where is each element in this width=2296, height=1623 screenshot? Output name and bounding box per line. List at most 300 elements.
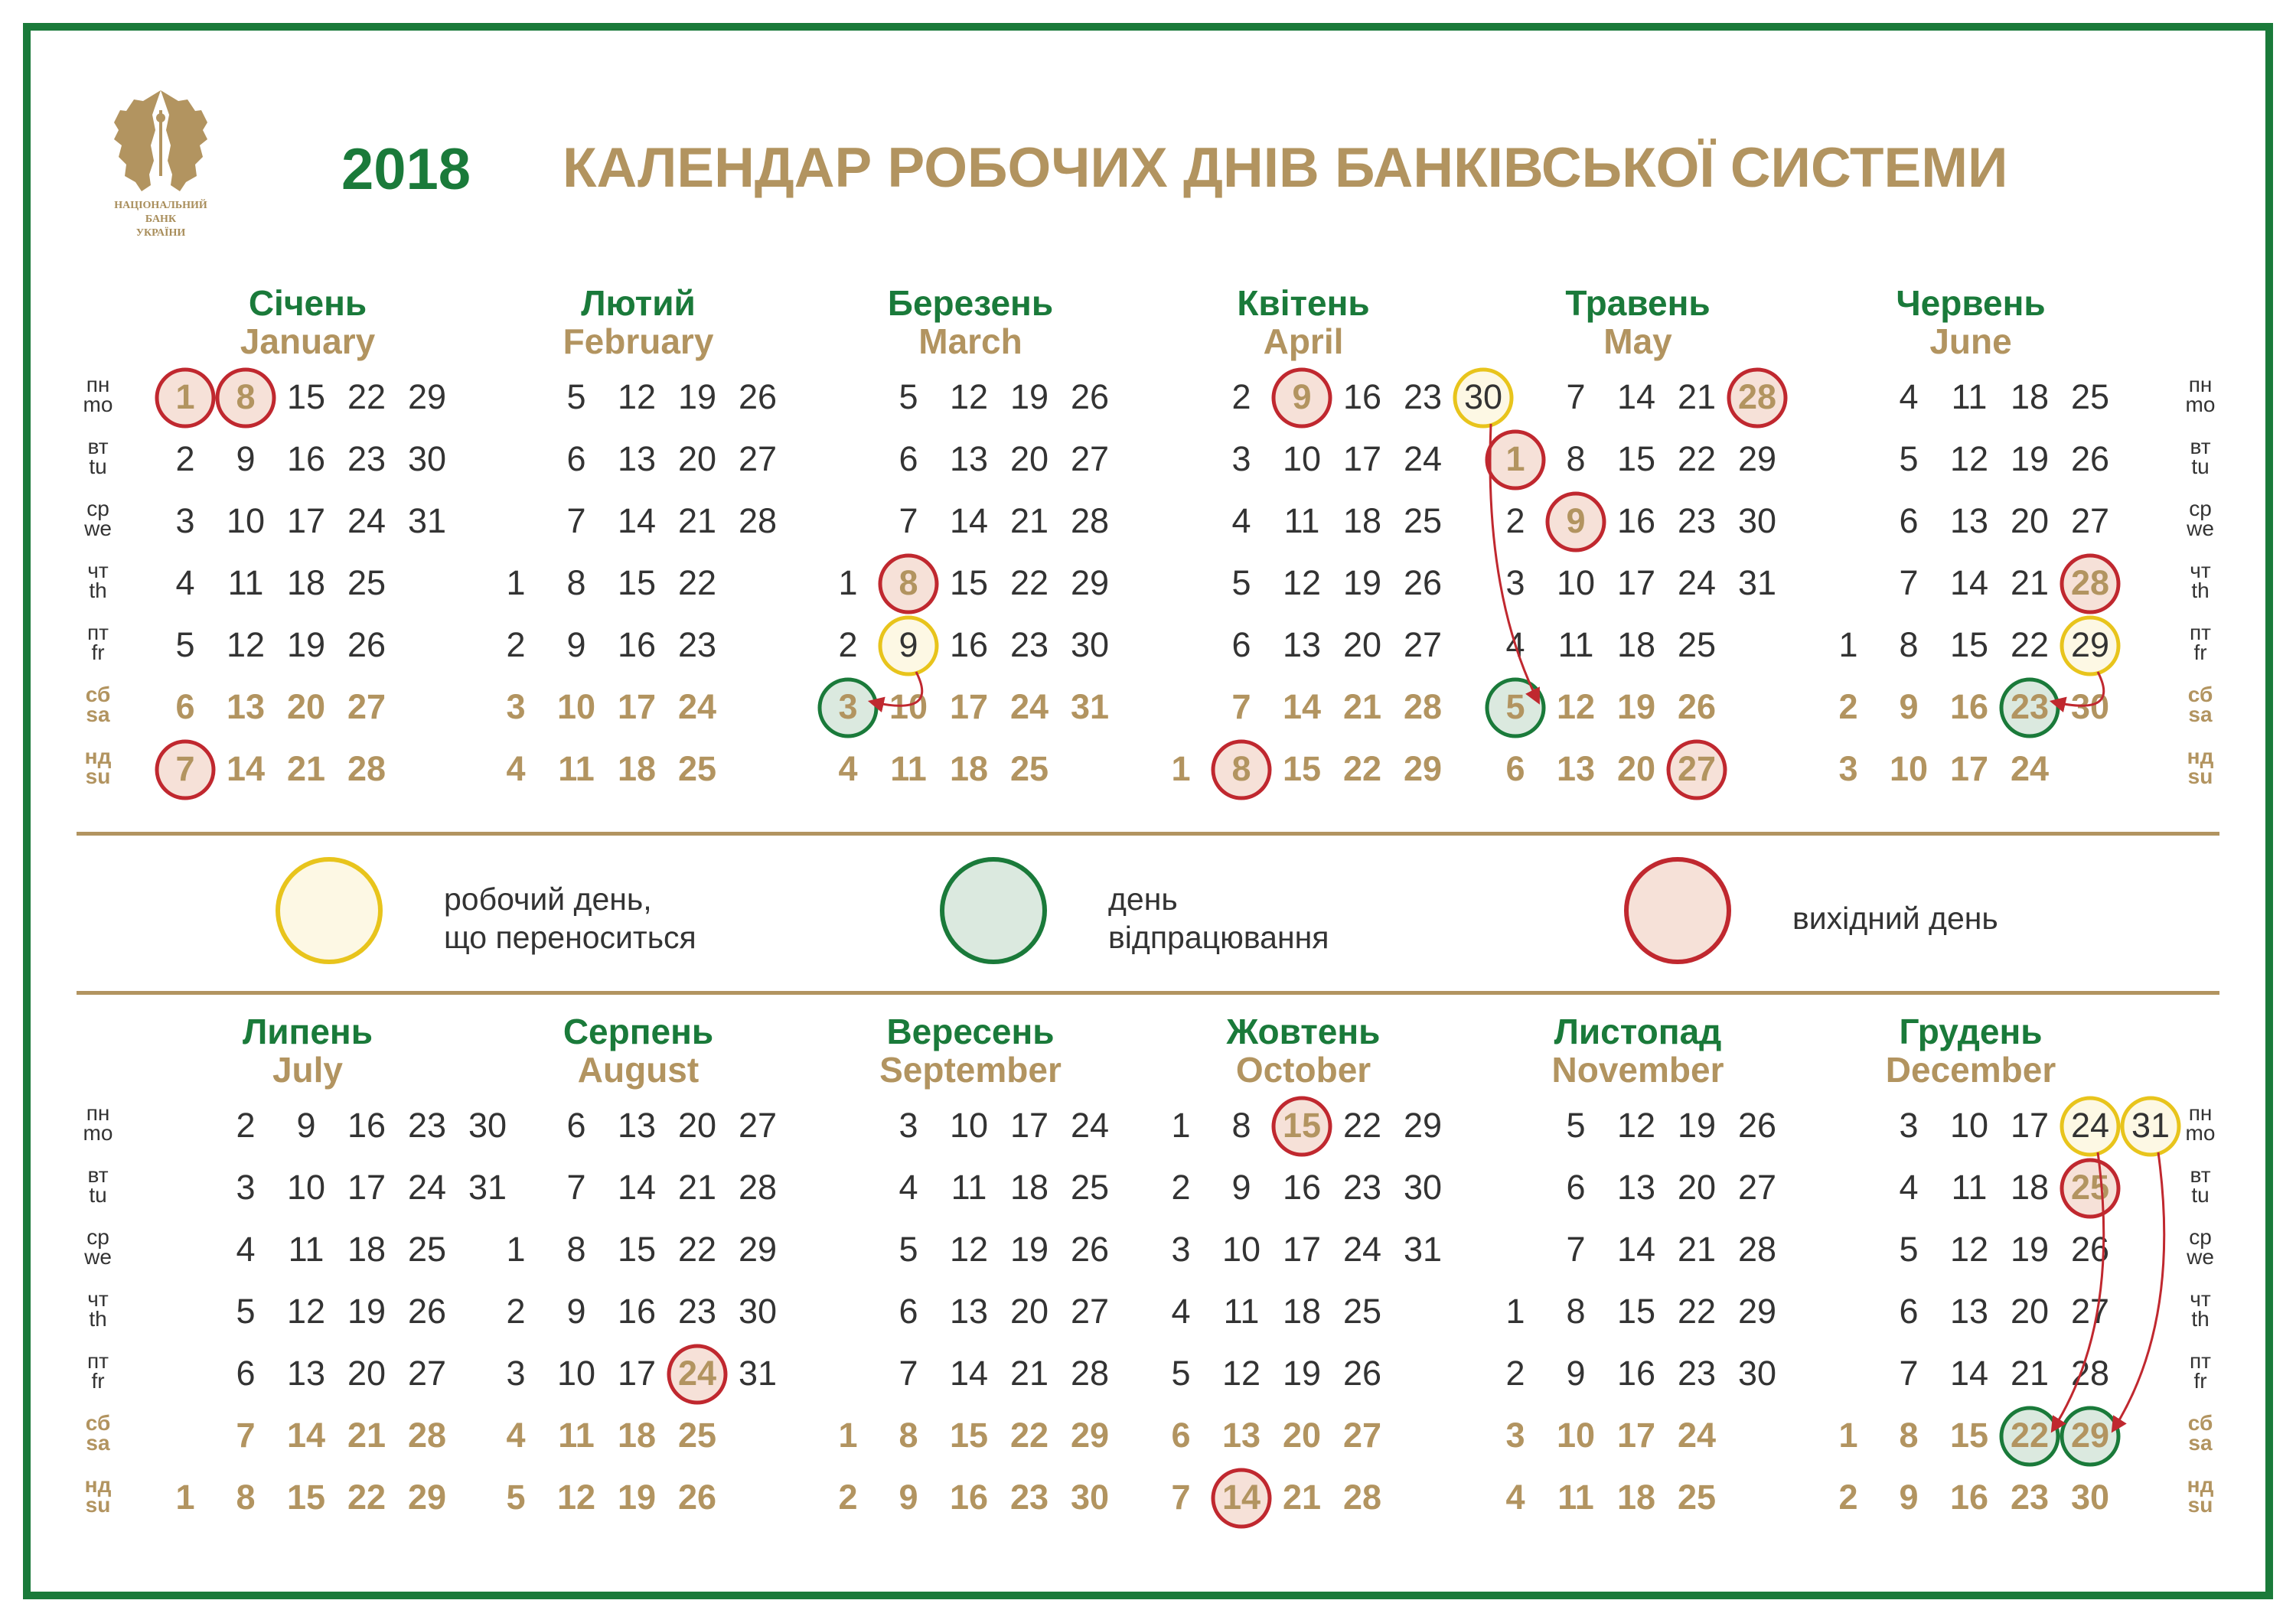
weekday-label-en: sa — [2188, 702, 2213, 726]
day-number: 18 — [1282, 1292, 1322, 1331]
day-number: 28 — [1070, 501, 1110, 540]
day-number: 8 — [566, 563, 586, 602]
day-number: 20 — [1616, 749, 1656, 788]
day-number: 25 — [347, 563, 386, 602]
logo-line-1: НАЦІОНАЛЬНИЙ — [114, 200, 207, 211]
day-number: 24 — [347, 501, 386, 540]
day-number: 8 — [1231, 749, 1251, 788]
day-number: 25 — [1677, 625, 1717, 664]
day-number: 26 — [1737, 1106, 1777, 1145]
day-number: 5 — [566, 377, 586, 416]
day-number: 3 — [1171, 1230, 1191, 1269]
day-number: 24 — [2070, 1106, 2110, 1145]
day-number: 9 — [566, 1292, 586, 1331]
day-number: 7 — [236, 1416, 256, 1455]
day-number: 10 — [889, 687, 928, 726]
day-number: 29 — [1403, 749, 1443, 788]
day-number: 1 — [838, 563, 858, 602]
weekday-label-ua: сб — [85, 683, 111, 706]
day-number: 17 — [617, 1354, 657, 1393]
day-number: 18 — [2010, 1168, 2050, 1207]
weekday-label-ua: сб — [2187, 1411, 2213, 1435]
day-number: 13 — [949, 1292, 989, 1331]
day-number: 25 — [677, 1416, 717, 1455]
day-number: 18 — [286, 563, 326, 602]
month-name-en: January — [240, 321, 376, 361]
day-number: 18 — [617, 749, 657, 788]
day-number: 1 — [1505, 1292, 1525, 1331]
day-number: 5 — [1171, 1354, 1191, 1393]
page-title: КАЛЕНДАР РОБОЧИХ ДНІВ БАНКІВСЬКОЇ СИСТЕМИ — [563, 137, 2008, 199]
day-number: 29 — [2070, 1416, 2110, 1455]
weekday-label-en: mo — [83, 1121, 113, 1145]
weekday-label-en: su — [85, 1493, 111, 1517]
day-number: 30 — [1463, 377, 1503, 416]
weekday-label-en: mo — [2185, 1121, 2216, 1145]
day-number: 7 — [175, 749, 195, 788]
month-name-en: November — [1551, 1050, 1724, 1090]
day-number: 30 — [407, 439, 447, 478]
day-number: 1 — [1505, 439, 1525, 478]
day-number: 18 — [1616, 1478, 1656, 1517]
day-number: 26 — [2070, 439, 2110, 478]
day-number: 22 — [2010, 625, 2050, 664]
day-number: 14 — [1616, 377, 1656, 416]
day-number: 24 — [1677, 563, 1717, 602]
day-number: 11 — [890, 749, 927, 788]
day-number: 2 — [1505, 501, 1525, 540]
day-number: 27 — [407, 1354, 447, 1393]
weekday-label-ua: чт — [2190, 559, 2211, 582]
day-number: 25 — [1009, 749, 1049, 788]
day-number: 26 — [1070, 377, 1110, 416]
day-number: 6 — [1231, 625, 1251, 664]
month-name-ua: Січень — [248, 283, 367, 323]
weekday-label-ua: чт — [2190, 1287, 2211, 1311]
day-number: 11 — [288, 1230, 325, 1269]
month-name-en: June — [1929, 321, 2012, 361]
day-number: 14 — [1949, 563, 1989, 602]
weekday-label-en: fr — [2193, 1369, 2207, 1393]
day-number: 21 — [1677, 1230, 1717, 1269]
calendar-second-half — [0, 995, 2296, 1592]
day-number: 7 — [1899, 1354, 1919, 1393]
month-name-ua: Вересень — [886, 1012, 1055, 1051]
day-number: 11 — [227, 563, 264, 602]
weekday-label-en: mo — [2185, 393, 2216, 416]
weekday-label-ua: нд — [2187, 1473, 2214, 1497]
day-number: 5 — [899, 1230, 918, 1269]
day-number: 8 — [899, 1416, 918, 1455]
day-number: 19 — [1009, 1230, 1049, 1269]
day-number: 28 — [1403, 687, 1443, 726]
day-number: 2 — [175, 439, 195, 478]
day-number: 22 — [677, 563, 717, 602]
day-number: 16 — [1949, 687, 1989, 726]
day-number: 30 — [2070, 1478, 2110, 1517]
day-number: 8 — [1566, 1292, 1586, 1331]
day-number: 27 — [2070, 1292, 2110, 1331]
day-number: 21 — [1009, 1354, 1049, 1393]
day-number: 5 — [1899, 1230, 1919, 1269]
day-number: 28 — [347, 749, 386, 788]
weekday-label-en: su — [85, 764, 111, 788]
day-number: 23 — [1677, 501, 1717, 540]
day-number: 12 — [286, 1292, 326, 1331]
day-number: 10 — [226, 501, 266, 540]
day-number: 21 — [347, 1416, 386, 1455]
weekday-label-en: tu — [89, 455, 107, 478]
day-number: 2 — [506, 1292, 526, 1331]
day-number: 21 — [2010, 1354, 2050, 1393]
day-number: 26 — [407, 1292, 447, 1331]
day-number: 15 — [1949, 1416, 1989, 1455]
day-number: 9 — [899, 1478, 918, 1517]
day-number: 12 — [1616, 1106, 1656, 1145]
day-number: 4 — [1171, 1292, 1191, 1331]
day-number: 17 — [617, 687, 657, 726]
day-number: 4 — [1505, 625, 1525, 664]
day-number: 4 — [1899, 377, 1919, 416]
day-number: 29 — [407, 377, 447, 416]
day-number: 28 — [738, 501, 778, 540]
day-number: 23 — [677, 625, 717, 664]
legend-holiday-swatch — [1624, 857, 1731, 964]
weekday-label-ua: пн — [86, 373, 110, 396]
day-number: 14 — [1282, 687, 1322, 726]
day-number: 30 — [1070, 1478, 1110, 1517]
day-number: 15 — [286, 1478, 326, 1517]
day-number: 3 — [1838, 749, 1858, 788]
day-number: 15 — [949, 563, 989, 602]
day-number: 27 — [1070, 1292, 1110, 1331]
weekday-label-en: sa — [2188, 1431, 2213, 1455]
weekday-label-ua: чт — [87, 559, 109, 582]
weekday-label-en: th — [2191, 578, 2210, 602]
title-year: 2018 — [341, 137, 471, 202]
day-number: 26 — [1070, 1230, 1110, 1269]
weekday-label-ua: ср — [86, 497, 109, 520]
day-number: 18 — [347, 1230, 386, 1269]
day-number: 18 — [1342, 501, 1382, 540]
day-number: 12 — [1282, 563, 1322, 602]
day-number: 30 — [738, 1292, 778, 1331]
day-number: 14 — [286, 1416, 326, 1455]
weekday-label-en: sa — [86, 702, 110, 726]
day-number: 21 — [286, 749, 326, 788]
day-number: 22 — [677, 1230, 717, 1269]
month-name-ua: Липень — [243, 1012, 373, 1051]
day-number: 1 — [1171, 1106, 1191, 1145]
day-number: 10 — [1556, 1416, 1596, 1455]
weekday-label-en: th — [89, 578, 107, 602]
weekday-label-en: we — [2187, 1245, 2214, 1269]
weekday-label-en: su — [2187, 764, 2213, 788]
day-number: 17 — [347, 1168, 386, 1207]
day-number: 27 — [1403, 625, 1443, 664]
day-number: 23 — [2010, 1478, 2050, 1517]
day-number: 23 — [1342, 1168, 1382, 1207]
day-number: 31 — [468, 1168, 507, 1207]
day-number: 27 — [738, 1106, 778, 1145]
day-number: 19 — [286, 625, 326, 664]
day-number: 26 — [347, 625, 386, 664]
day-number: 29 — [1403, 1106, 1443, 1145]
day-number: 16 — [286, 439, 326, 478]
day-number: 13 — [226, 687, 266, 726]
day-number: 1 — [1838, 1416, 1858, 1455]
day-number: 10 — [1949, 1106, 1989, 1145]
weekday-label-en: tu — [89, 1183, 107, 1207]
day-number: 24 — [407, 1168, 447, 1207]
day-number: 8 — [236, 1478, 256, 1517]
day-number: 12 — [556, 1478, 596, 1517]
day-number: 26 — [1342, 1354, 1382, 1393]
month-name-en: July — [272, 1050, 344, 1090]
day-number: 24 — [1677, 1416, 1717, 1455]
day-number: 26 — [1677, 687, 1717, 726]
day-number: 26 — [677, 1478, 717, 1517]
month-name-ua: Квітень — [1237, 283, 1370, 323]
day-number: 20 — [347, 1354, 386, 1393]
day-number: 21 — [1342, 687, 1382, 726]
day-number: 19 — [2010, 1230, 2050, 1269]
day-number: 23 — [2010, 687, 2050, 726]
month-name-en: May — [1603, 321, 1672, 361]
day-number: 10 — [286, 1168, 326, 1207]
day-number: 30 — [1737, 1354, 1777, 1393]
day-number: 23 — [1403, 377, 1443, 416]
day-number: 17 — [1342, 439, 1382, 478]
day-number: 16 — [1949, 1478, 1989, 1517]
day-number: 6 — [899, 1292, 918, 1331]
day-number: 7 — [899, 1354, 918, 1393]
day-number: 9 — [296, 1106, 316, 1145]
day-number: 12 — [1949, 439, 1989, 478]
day-number: 29 — [1070, 1416, 1110, 1455]
weekday-label-en: sa — [86, 1431, 110, 1455]
day-number: 22 — [1342, 749, 1382, 788]
day-number: 31 — [1403, 1230, 1443, 1269]
weekday-label-ua: нд — [84, 1473, 112, 1497]
day-number: 10 — [1221, 1230, 1261, 1269]
weekday-label-en: mo — [83, 393, 113, 416]
day-number: 3 — [1899, 1106, 1919, 1145]
day-number: 9 — [236, 439, 256, 478]
day-number: 8 — [236, 377, 256, 416]
legend-transfer-label-2: що переноситься — [444, 920, 696, 955]
day-number: 17 — [1616, 563, 1656, 602]
day-number: 1 — [1171, 749, 1191, 788]
weekday-label-en: fr — [2193, 640, 2207, 664]
day-number: 27 — [1737, 1168, 1777, 1207]
day-number: 4 — [1231, 501, 1251, 540]
day-number: 24 — [677, 1354, 717, 1393]
day-number: 4 — [1505, 1478, 1525, 1517]
weekday-label-ua: вт — [2190, 435, 2211, 458]
month-name-ua: Червень — [1896, 283, 2046, 323]
day-number: 10 — [1282, 439, 1322, 478]
day-number: 27 — [2070, 501, 2110, 540]
day-number: 9 — [1566, 1354, 1586, 1393]
day-number: 10 — [1889, 749, 1929, 788]
day-number: 13 — [1221, 1416, 1261, 1455]
day-number: 13 — [1949, 501, 1989, 540]
day-number: 6 — [899, 439, 918, 478]
day-number: 2 — [1171, 1168, 1191, 1207]
day-number: 18 — [949, 749, 989, 788]
day-number: 17 — [1949, 749, 1989, 788]
weekday-label-ua: пн — [86, 1101, 110, 1125]
month-name-en: October — [1235, 1050, 1371, 1090]
day-number: 30 — [2070, 687, 2110, 726]
day-number: 23 — [1009, 625, 1049, 664]
day-number: 5 — [1899, 439, 1919, 478]
day-number: 25 — [407, 1230, 447, 1269]
day-number: 4 — [838, 749, 858, 788]
weekday-label-ua: нд — [84, 745, 112, 768]
day-number: 9 — [1899, 687, 1919, 726]
day-number: 3 — [1231, 439, 1251, 478]
day-number: 28 — [407, 1416, 447, 1455]
day-number: 6 — [566, 1106, 586, 1145]
day-number: 13 — [1949, 1292, 1989, 1331]
day-number: 28 — [1342, 1478, 1382, 1517]
day-number: 27 — [1677, 749, 1717, 788]
weekday-label-ua: пт — [2190, 621, 2211, 644]
day-number: 19 — [1282, 1354, 1322, 1393]
day-number: 25 — [2070, 1168, 2110, 1207]
day-number: 31 — [1737, 563, 1777, 602]
month-name-ua: Грудень — [1899, 1012, 2043, 1051]
weekday-label-ua: чт — [87, 1287, 109, 1311]
day-number: 20 — [1009, 439, 1049, 478]
day-number: 2 — [1838, 687, 1858, 726]
day-number: 8 — [1231, 1106, 1251, 1145]
month-name-en: April — [1263, 321, 1344, 361]
day-number: 5 — [236, 1292, 256, 1331]
legend-workoff-label-1: день — [1108, 882, 1178, 917]
day-number: 5 — [899, 377, 918, 416]
day-number: 23 — [1677, 1354, 1717, 1393]
weekday-label-en: tu — [2191, 1183, 2210, 1207]
weekday-label-ua: ср — [2189, 497, 2212, 520]
day-number: 22 — [1009, 563, 1049, 602]
day-number: 30 — [1403, 1168, 1443, 1207]
day-number: 11 — [951, 1168, 987, 1207]
day-number: 3 — [899, 1106, 918, 1145]
weekday-label-en: fr — [91, 1369, 105, 1393]
day-number: 15 — [617, 563, 657, 602]
day-number: 31 — [1070, 687, 1110, 726]
day-number: 28 — [1737, 1230, 1777, 1269]
day-number: 15 — [617, 1230, 657, 1269]
day-number: 5 — [1231, 563, 1251, 602]
day-number: 30 — [1070, 625, 1110, 664]
day-number: 8 — [566, 1230, 586, 1269]
legend-workoff-label-2: відпрацювання — [1108, 920, 1329, 955]
day-number: 13 — [949, 439, 989, 478]
day-number: 19 — [1342, 563, 1382, 602]
day-number: 22 — [1677, 439, 1717, 478]
day-number: 29 — [1737, 1292, 1777, 1331]
day-number: 1 — [175, 377, 195, 416]
day-number: 7 — [1171, 1478, 1191, 1517]
day-number: 20 — [1282, 1416, 1322, 1455]
day-number: 27 — [1070, 439, 1110, 478]
day-number: 18 — [617, 1416, 657, 1455]
logo-line-3: УКРАЇНИ — [135, 227, 186, 239]
day-number: 23 — [1009, 1478, 1049, 1517]
day-number: 12 — [617, 377, 657, 416]
day-number: 7 — [1899, 563, 1919, 602]
day-number: 10 — [949, 1106, 989, 1145]
day-number: 25 — [1342, 1292, 1382, 1331]
day-number: 20 — [677, 1106, 717, 1145]
weekday-label-ua: пт — [87, 621, 109, 644]
day-number: 19 — [1009, 377, 1049, 416]
weekday-label-en: tu — [2191, 455, 2210, 478]
month-name-en: March — [918, 321, 1022, 361]
day-number: 5 — [506, 1478, 526, 1517]
day-number: 1 — [1838, 625, 1858, 664]
day-number: 4 — [175, 563, 195, 602]
day-number: 23 — [407, 1106, 447, 1145]
day-number: 22 — [347, 377, 386, 416]
day-number: 25 — [1403, 501, 1443, 540]
day-number: 24 — [1009, 687, 1049, 726]
day-number: 7 — [1231, 687, 1251, 726]
day-number: 14 — [1616, 1230, 1656, 1269]
day-number: 6 — [566, 439, 586, 478]
month-name-en: August — [577, 1050, 700, 1090]
day-number: 3 — [506, 1354, 526, 1393]
day-number: 2 — [236, 1106, 256, 1145]
day-number: 12 — [1556, 687, 1596, 726]
day-number: 24 — [1403, 439, 1443, 478]
day-number: 2 — [1838, 1478, 1858, 1517]
day-number: 2 — [1231, 377, 1251, 416]
day-number: 12 — [1221, 1354, 1261, 1393]
day-number: 25 — [1677, 1478, 1717, 1517]
day-number: 5 — [1566, 1106, 1586, 1145]
day-number: 7 — [1566, 1230, 1586, 1269]
day-number: 20 — [2010, 501, 2050, 540]
day-number: 15 — [1282, 749, 1322, 788]
day-number: 21 — [1677, 377, 1717, 416]
day-number: 31 — [407, 501, 447, 540]
weekday-label-en: su — [2187, 1493, 2213, 1517]
day-number: 29 — [738, 1230, 778, 1269]
day-number: 28 — [2070, 563, 2110, 602]
day-number: 14 — [949, 1354, 989, 1393]
weekday-label-ua: вт — [87, 1163, 109, 1187]
day-number: 7 — [899, 501, 918, 540]
day-number: 20 — [1009, 1292, 1049, 1331]
day-number: 4 — [1899, 1168, 1919, 1207]
day-number: 14 — [226, 749, 266, 788]
day-number: 14 — [617, 501, 657, 540]
month-name-en: February — [563, 321, 714, 361]
day-number: 17 — [949, 687, 989, 726]
weekday-label-ua: сб — [2187, 683, 2213, 706]
day-number: 11 — [1223, 1292, 1260, 1331]
day-number: 17 — [1009, 1106, 1049, 1145]
day-number: 3 — [236, 1168, 256, 1207]
day-number: 15 — [1616, 1292, 1656, 1331]
month-name-en: September — [879, 1050, 1062, 1090]
day-number: 27 — [738, 439, 778, 478]
